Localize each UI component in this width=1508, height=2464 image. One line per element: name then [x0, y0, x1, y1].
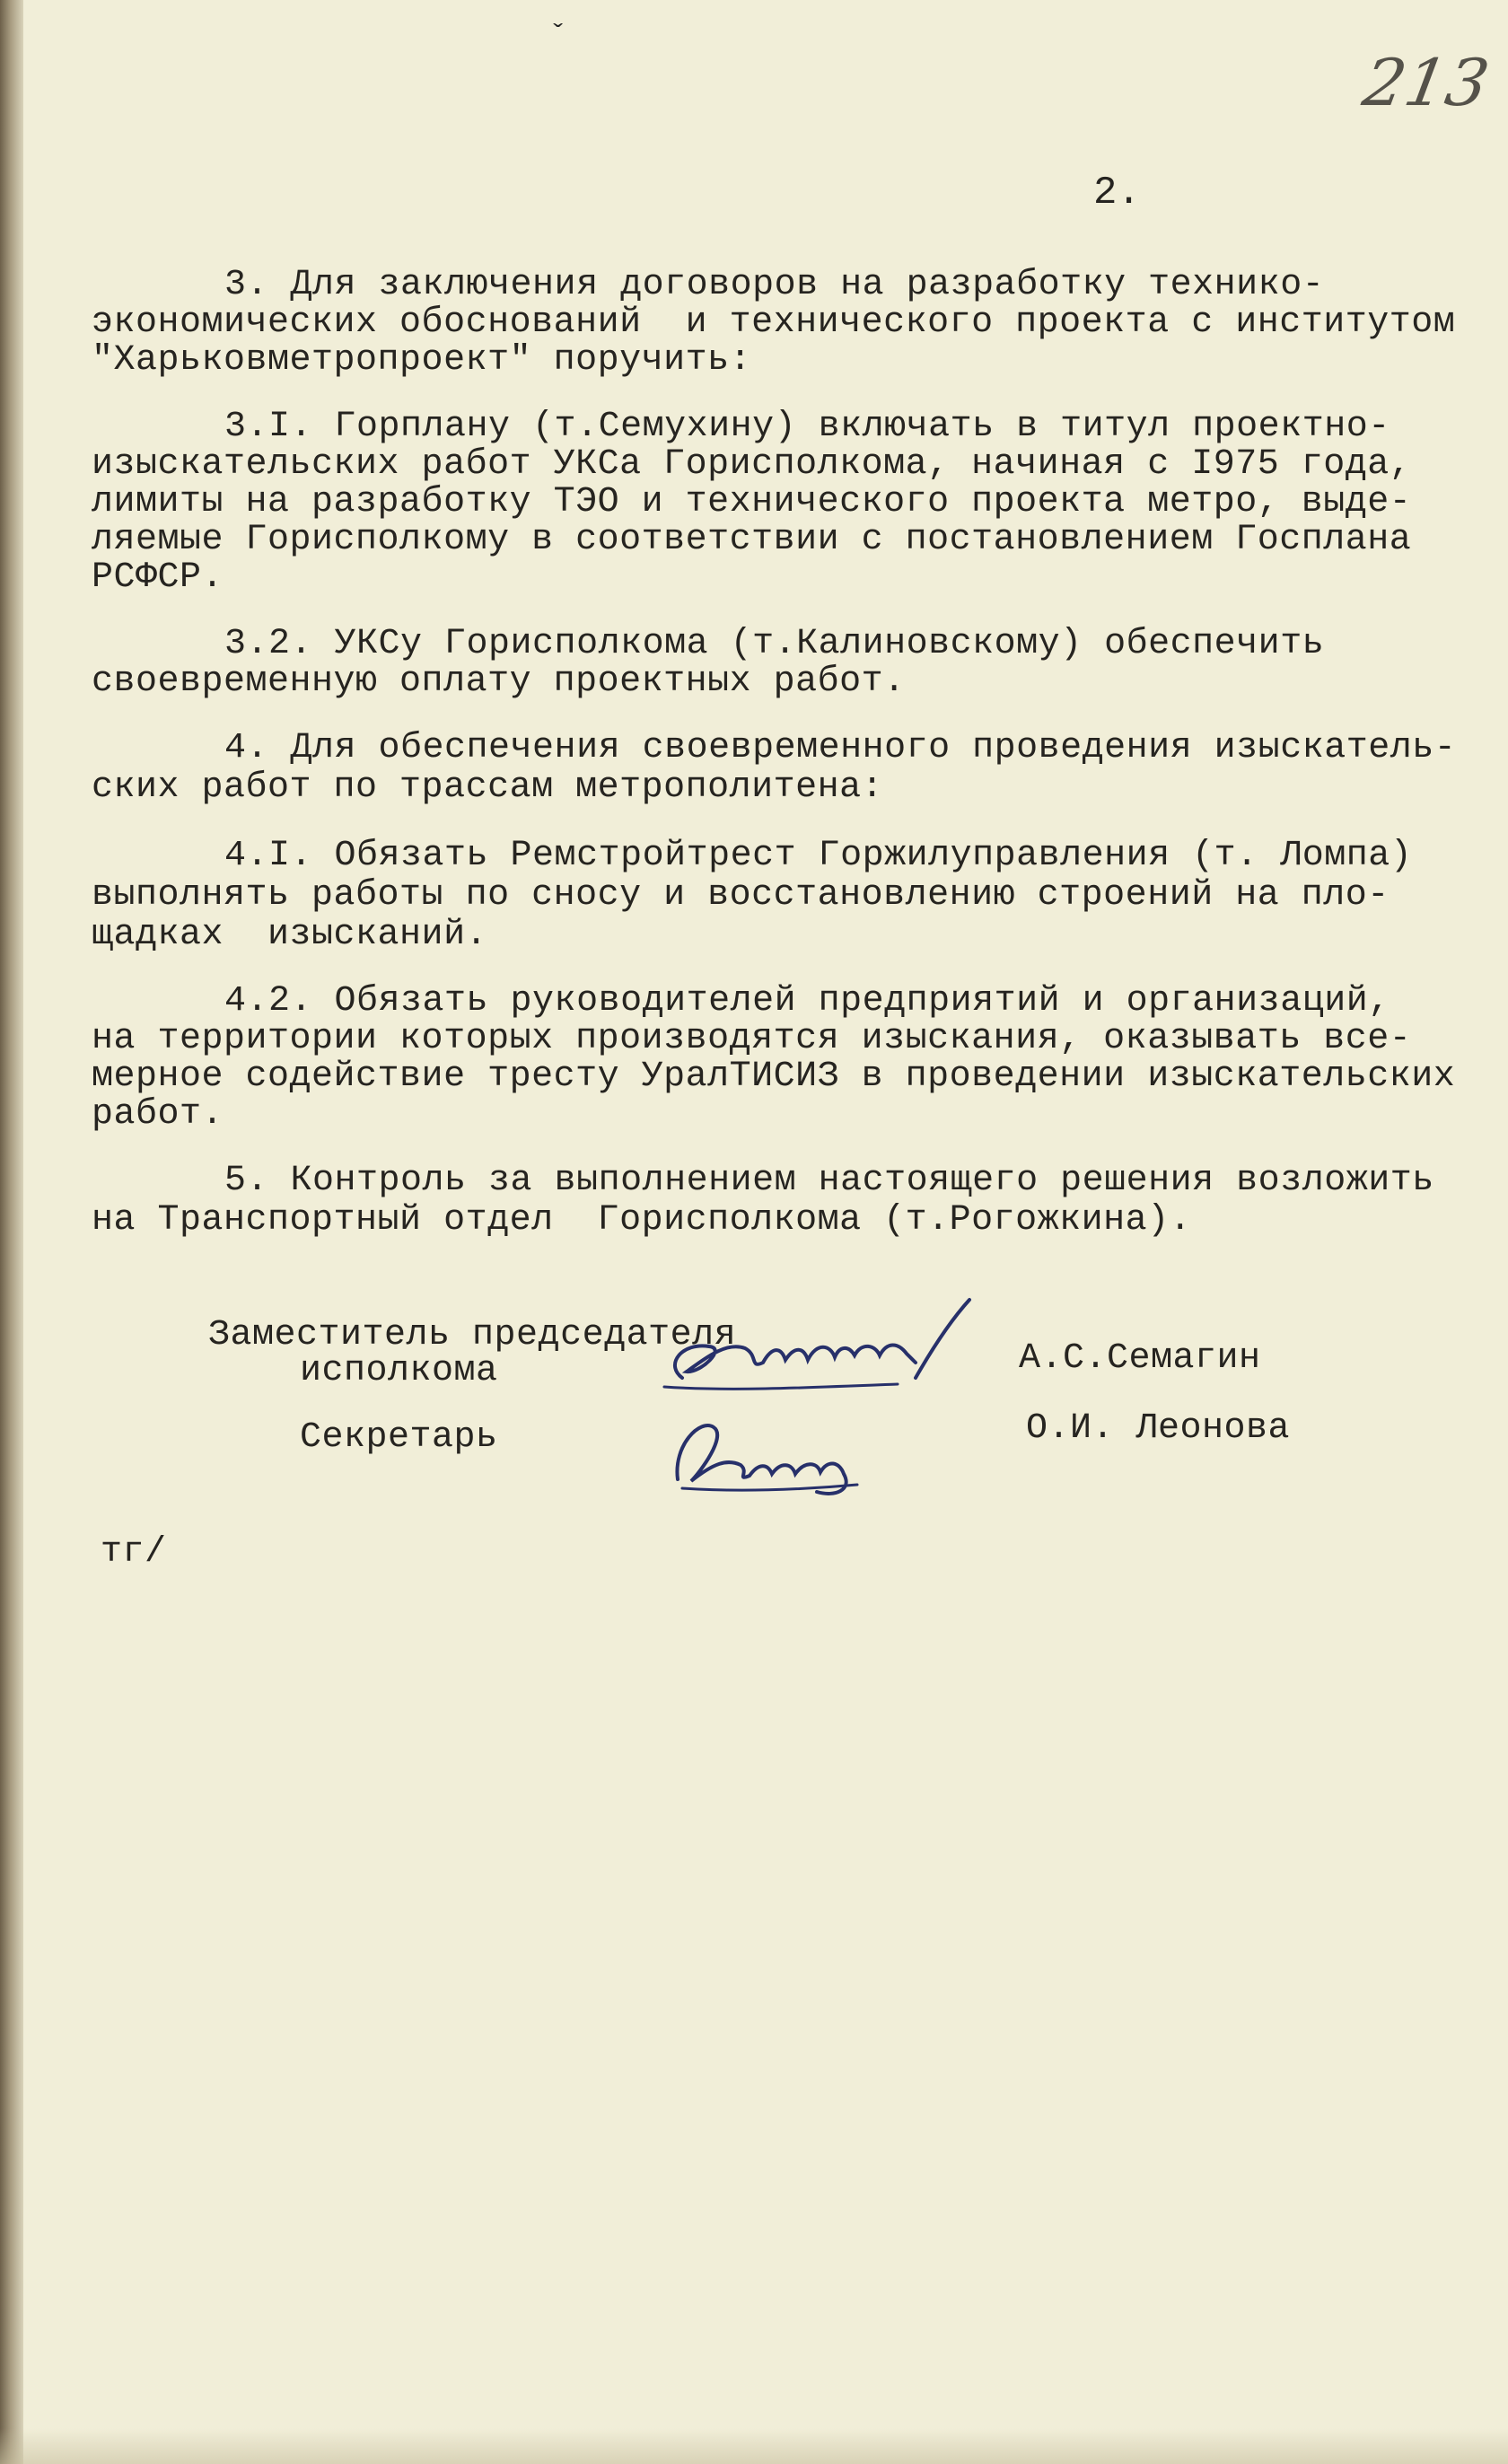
body-line: мерное содействие тресту УралТИСИЗ в проведении изыскательских [92, 1057, 1456, 1097]
binding-edge [0, 0, 23, 2464]
corner-mark: ˇ [549, 20, 567, 53]
body-line: своевременную оплату проектных работ. [92, 662, 906, 702]
secretary-title: Секретарь [300, 1417, 498, 1458]
typist-initials: тг/ [101, 1532, 167, 1573]
body-line: щадках изысканий. [92, 915, 488, 955]
body-line: 3. Для заключения договоров на разработку технико- [224, 265, 1325, 305]
deputy-signature [646, 1293, 1023, 1400]
deputy-title-line1: Заместитель председателя [208, 1315, 737, 1355]
body-line: 4.2. Обязать руководителей предприятий и организаций, [224, 981, 1390, 1022]
body-line: 3.I. Горплану (т.Семухину) включать в титул проектно- [224, 407, 1390, 447]
archive-number [1357, 45, 1495, 120]
body-line: РСФСР. [92, 557, 224, 598]
body-line: 4.I. Обязать Ремстройтрест Горжилуправления (т. Ломпа) [224, 836, 1413, 876]
page-number: 2. [1093, 171, 1141, 215]
body-line: на Транспортный отдел Горисполкома (т.Рогожкина). [92, 1200, 1192, 1241]
body-line: изыскательских работ УКСа Горисполкома, начиная с I975 года, [92, 444, 1412, 485]
deputy-title-line2: исполкома [300, 1351, 498, 1391]
deputy-name: А.С.Семагин [1019, 1338, 1261, 1379]
page-bottom-edge [0, 2428, 1508, 2464]
body-line: 5. Контроль за выполнением настоящего решения возложить [224, 1161, 1434, 1201]
body-line: ляемые Горисполкому в соответствии с постановлением Госплана [92, 520, 1412, 560]
secretary-name: О.И. Леонова [1026, 1408, 1291, 1449]
body-line: ских работ по трассам метрополитена: [92, 767, 884, 808]
body-line: выполнять работы по сносу и восстановлению строений на пло- [92, 875, 1390, 916]
body-line: на территории которых производятся изыскания, оказывать все- [92, 1019, 1412, 1059]
body-line: 4. Для обеспечения своевременного проведения изыскатель- [224, 728, 1457, 768]
body-line: "Харьковметропроект" поручить: [92, 340, 752, 381]
archive-number-text: 213 [1357, 45, 1495, 120]
body-line: работ. [92, 1094, 224, 1135]
body-line: лимиты на разработку ТЭО и технического проекта метро, выде- [92, 482, 1412, 522]
body-line: экономических обоснований и технического проекта с институтом [92, 303, 1456, 343]
body-line: 3.2. УКСу Горисполкома (т.Калиновскому) обеспечить [224, 624, 1325, 664]
secretary-signature [664, 1409, 880, 1499]
